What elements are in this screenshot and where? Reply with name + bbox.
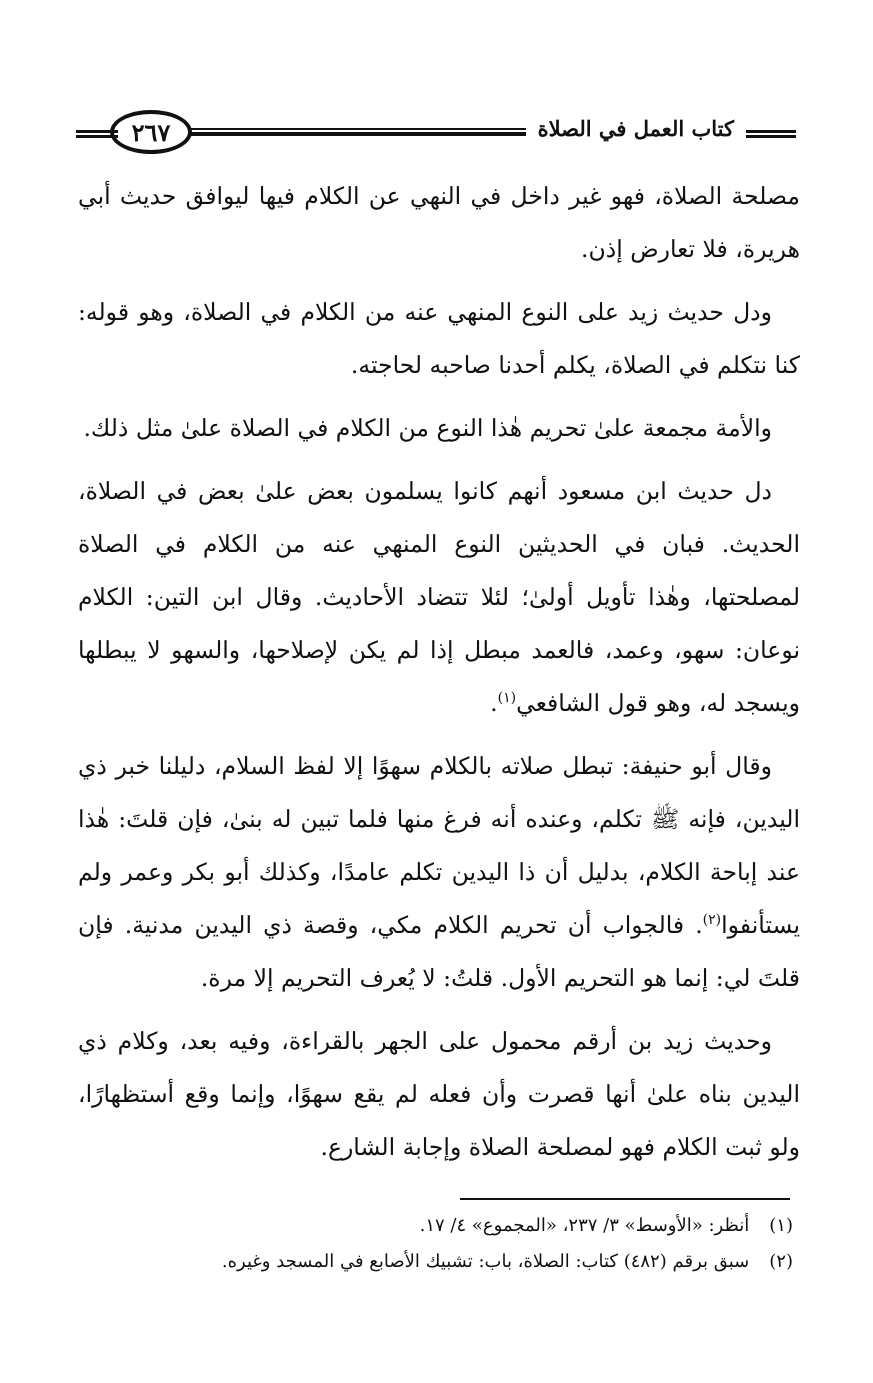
paragraph-text: والأمة مجمعة علىٰ تحريم هٰذا النوع من الكلام في الصلاة علىٰ مثل ذلك.	[83, 414, 772, 442]
paragraph	[78, 1015, 800, 1174]
page-header	[76, 108, 796, 158]
paragraph	[78, 170, 800, 276]
footnote-text: أنظر: «الأوسط» ٣/ ٢٣٧، «المجموع» ٤/ ١٧.	[419, 1215, 750, 1236]
page-number: ٢٦٧	[131, 117, 171, 147]
header-rule-left	[76, 130, 118, 140]
paragraph-text: وحديث زيد بن أرقم محمول على الجهر بالقراءة، وفيه بعد، وكلام ذي اليدين بناه علىٰ أنها قصرت وأن فعله لم يقع سهوًا، وإنما وقع أستظهارًا، ولو ثبت الكلام فهو لمصلحة الصلاة وإجابة الشارع.	[78, 1027, 800, 1161]
footnote-number: (١)	[769, 1215, 793, 1236]
paragraph	[78, 740, 800, 1005]
body-text	[78, 170, 800, 1184]
footnote-number: (٢)	[769, 1251, 793, 1272]
paragraph-text-tail: .	[490, 689, 498, 717]
footnote-separator	[460, 1198, 790, 1200]
header-rule-right	[746, 130, 796, 140]
paragraph-text: ودل حديث زيد على النوع المنهي عنه من الكلام في الصلاة، وهو قوله: كنا نتكلم في الصلاة، يكلم أحدنا صاحبه لحاجته.	[78, 298, 800, 379]
paragraph	[78, 402, 800, 455]
footnote	[78, 1244, 793, 1280]
paragraph	[78, 286, 800, 392]
footnote-text: سبق برقم (٤٨٢) كتاب: الصلاة، باب: تشبيك الأصابع في المسجد وغيره.	[221, 1251, 750, 1272]
footnote	[78, 1208, 793, 1244]
paragraph-text: دل حديث ابن مسعود أنهم كانوا يسلمون بعض علىٰ بعض في الصلاة، الحديث. فبان في الحديثين النوع المنهي عنه من الكلام في الصلاة لمصلحتها، وهٰذا تأويل أولىٰ؛ لئلا تتضاد الأحاديث. وقال ابن التين: الكلام نوعان: سهو، وعمد، فالعمد مبطل إذا لم يكن لإصلاحها، والسهو لا يبطلها ويسجد له، وهو قول الشافعي	[78, 477, 800, 717]
header-rule-main	[186, 128, 526, 138]
footnote-reference[interactable]: (٢)	[702, 912, 722, 929]
running-title: كتاب العمل في الصلاة	[537, 116, 734, 141]
footnote-reference[interactable]: (١)	[497, 690, 517, 707]
paragraph-text: مصلحة الصلاة، فهو غير داخل في النهي عن الكلام فيها ليوافق حديث أبي هريرة، فلا تعارض إذن.	[78, 182, 800, 263]
page-number-badge	[110, 110, 192, 154]
paragraph-text-tail: . فالجواب أن تحريم الكلام مكي، وقصة ذي اليدين مدنية. فإن قلتَ لي: إنما هو التحريم الأول. قلتُ: لا يُعرف التحريم إلا مرة.	[78, 911, 800, 992]
footnotes	[78, 1208, 793, 1280]
paragraph-text: وقال أبو حنيفة: تبطل صلاته بالكلام سهوًا إلا لفظ السلام، دليلنا خبر ذي اليدين، فإنه ﷺ تكلم، وعنده أنه فرغ منها فلما تبين له بنىٰ، فإن قلتَ: هٰذا عند إباحة الكلام، بدليل أن ذا اليدين تكلم عامدًا، وكذلك أبو بكر وعمر ولم يستأنفوا	[78, 752, 800, 939]
paragraph	[78, 465, 800, 730]
